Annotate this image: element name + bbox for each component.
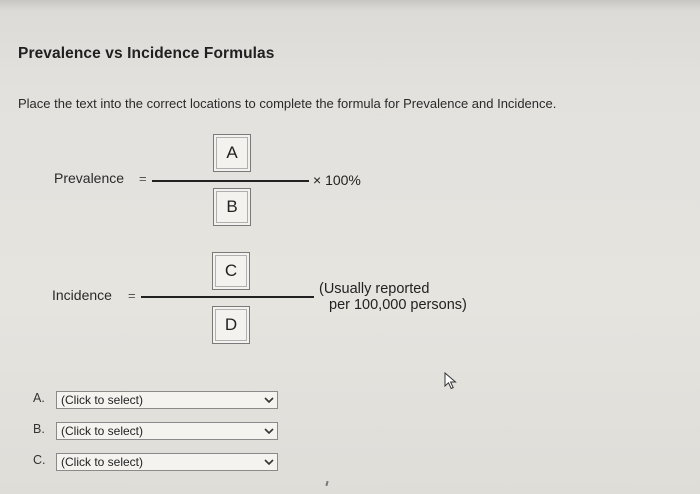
option-c-letter: C. xyxy=(33,453,46,467)
top-edge xyxy=(0,0,700,10)
option-a-letter: A. xyxy=(33,391,45,405)
incidence-denominator-slot[interactable] xyxy=(212,306,250,344)
prevalence-denominator-slot[interactable] xyxy=(213,188,251,226)
prevalence-multiplier: × 100% xyxy=(313,172,361,188)
mouse-pointer-icon xyxy=(444,372,458,395)
incidence-note-line1: (Usually reported xyxy=(319,281,430,297)
prevalence-equals: = xyxy=(139,171,147,186)
incidence-note-line2: per 100,000 persons) xyxy=(329,297,467,313)
slot-label: A xyxy=(216,137,248,169)
prevalence-fraction-line xyxy=(152,180,309,182)
chevron-down-icon xyxy=(261,454,277,470)
screen-speck xyxy=(325,481,328,486)
option-a-select[interactable] xyxy=(56,391,278,409)
slot-label: B xyxy=(216,191,248,223)
page-title: Prevalence vs Incidence Formulas xyxy=(18,45,275,62)
incidence-label: Incidence xyxy=(52,287,112,303)
option-c-value: (Click to select) xyxy=(61,455,144,469)
option-b-letter: B. xyxy=(33,422,45,436)
chevron-down-icon xyxy=(261,392,277,408)
option-b-select[interactable] xyxy=(56,422,278,440)
incidence-fraction-line xyxy=(141,296,314,298)
prevalence-numerator-slot[interactable] xyxy=(213,134,251,172)
incidence-equals: = xyxy=(128,288,136,303)
slot-label: C xyxy=(215,255,247,287)
chevron-down-icon xyxy=(261,423,277,439)
instructions-text: Place the text into the correct locations to complete the formula for Prevalence and Incidence. xyxy=(18,96,557,111)
option-c-select[interactable] xyxy=(56,453,278,471)
slot-label: D xyxy=(215,309,247,341)
option-a-value: (Click to select) xyxy=(61,393,144,407)
prevalence-label: Prevalence xyxy=(54,170,125,186)
incidence-numerator-slot[interactable] xyxy=(212,252,250,290)
option-b-value: (Click to select) xyxy=(61,424,144,438)
